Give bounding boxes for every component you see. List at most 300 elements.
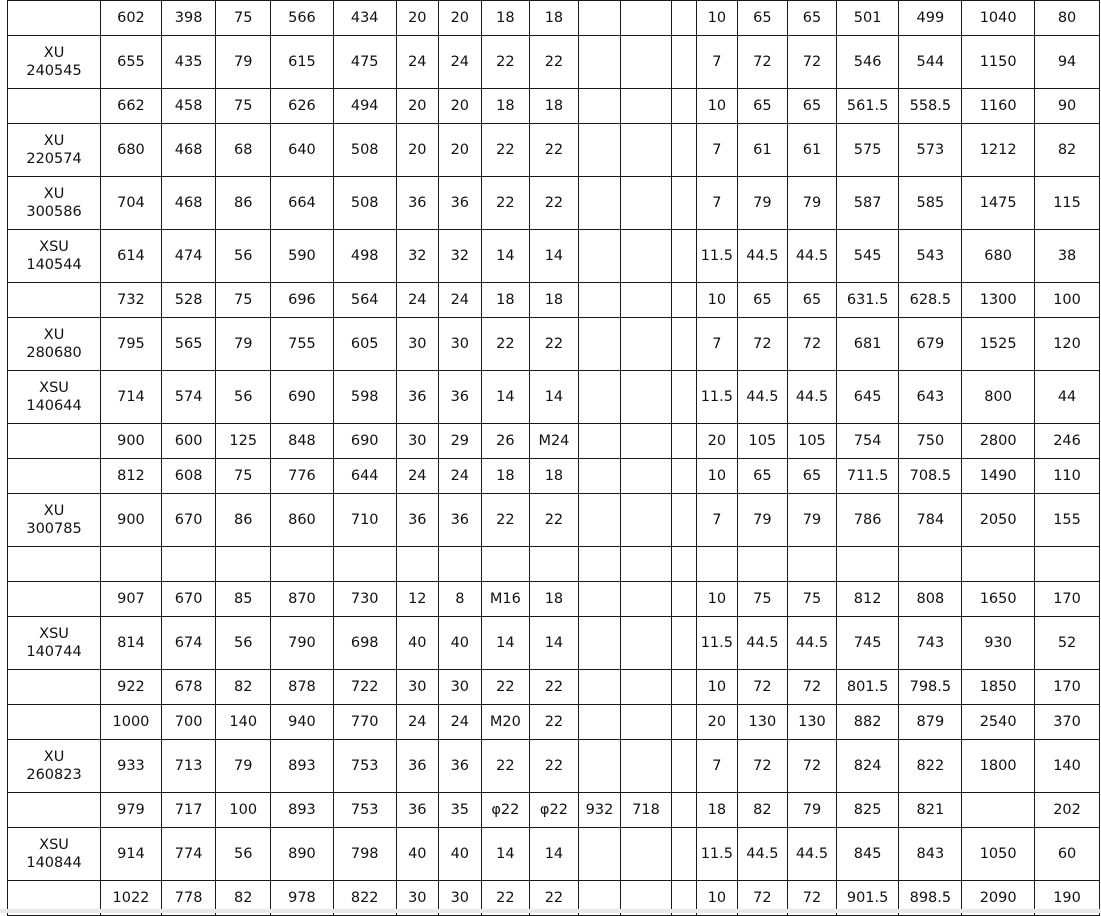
model-series: XU: [43, 45, 65, 61]
value-cell: 170: [1035, 670, 1100, 705]
model-number: 140844: [26, 855, 82, 871]
value-cell: 845: [836, 828, 899, 881]
model-cell: [8, 617, 101, 670]
value-cell: 68: [216, 124, 271, 177]
value-cell: 94: [1035, 36, 1100, 89]
value-cell: 40: [396, 828, 439, 881]
value-cell: 79: [788, 793, 837, 828]
value-cell: [899, 547, 962, 582]
value-cell: [396, 547, 439, 582]
model-series: XSU: [39, 380, 69, 396]
value-cell: [671, 424, 696, 459]
value-cell: 598: [333, 371, 396, 424]
value-cell: 75: [216, 89, 271, 124]
value-cell: 860: [271, 494, 334, 547]
value-cell: [621, 230, 672, 283]
value-cell: 18: [530, 582, 579, 617]
value-cell: [962, 793, 1035, 828]
value-cell: [578, 283, 621, 318]
model-cell: [8, 283, 101, 318]
value-cell: 40: [439, 828, 482, 881]
value-cell: 65: [788, 89, 837, 124]
value-cell: 12: [396, 582, 439, 617]
value-cell: 698: [333, 617, 396, 670]
value-cell: 1160: [962, 89, 1035, 124]
value-cell: 44.5: [737, 828, 788, 881]
value-cell: 822: [899, 740, 962, 793]
value-cell: 14: [481, 828, 530, 881]
value-cell: 30: [439, 318, 482, 371]
value-cell: 86: [216, 494, 271, 547]
value-cell: 626: [271, 89, 334, 124]
value-cell: 36: [439, 371, 482, 424]
value-cell: 2800: [962, 424, 1035, 459]
model-cell: [8, 547, 101, 582]
value-cell: 79: [737, 494, 788, 547]
value-cell: 22: [530, 881, 579, 916]
value-cell: 10: [697, 89, 737, 124]
value-cell: 90: [1035, 89, 1100, 124]
value-cell: 468: [161, 177, 216, 230]
value-cell: 879: [899, 705, 962, 740]
model-cell: [8, 582, 101, 617]
value-cell: [578, 740, 621, 793]
value-cell: 494: [333, 89, 396, 124]
value-cell: 10: [697, 881, 737, 916]
value-cell: 79: [216, 318, 271, 371]
value-cell: 730: [333, 582, 396, 617]
model-number: 140744: [26, 644, 82, 660]
value-cell: 10: [697, 283, 737, 318]
value-cell: 32: [396, 230, 439, 283]
value-cell: 7: [697, 124, 737, 177]
value-cell: 60: [1035, 828, 1100, 881]
value-cell: 1850: [962, 670, 1035, 705]
value-cell: [578, 494, 621, 547]
value-cell: M24: [530, 424, 579, 459]
value-cell: 1490: [962, 459, 1035, 494]
value-cell: 20: [396, 1, 439, 36]
value-cell: 717: [161, 793, 216, 828]
value-cell: [621, 283, 672, 318]
table-row: [8, 494, 1100, 547]
value-cell: [621, 89, 672, 124]
value-cell: 22: [530, 124, 579, 177]
value-cell: 80: [1035, 1, 1100, 36]
value-cell: [671, 89, 696, 124]
value-cell: 36: [396, 740, 439, 793]
value-cell: 901.5: [836, 881, 899, 916]
value-cell: 590: [271, 230, 334, 283]
table-row: [8, 424, 1100, 459]
table-row: [8, 828, 1100, 881]
value-cell: 24: [439, 705, 482, 740]
model-cell: [8, 177, 101, 230]
model-cell: [8, 318, 101, 371]
value-cell: 808: [899, 582, 962, 617]
model-number: 140544: [26, 257, 82, 273]
value-cell: 784: [899, 494, 962, 547]
value-cell: 40: [439, 617, 482, 670]
value-cell: 85: [216, 582, 271, 617]
value-cell: 36: [396, 371, 439, 424]
value-cell: 755: [271, 318, 334, 371]
value-cell: 930: [962, 617, 1035, 670]
value-cell: 22: [481, 124, 530, 177]
value-cell: 7: [697, 177, 737, 230]
value-cell: [621, 828, 672, 881]
value-cell: 22: [481, 670, 530, 705]
value-cell: 508: [333, 177, 396, 230]
value-cell: 24: [396, 705, 439, 740]
value-cell: 711.5: [836, 459, 899, 494]
value-cell: 110: [1035, 459, 1100, 494]
value-cell: [737, 547, 788, 582]
value-cell: 681: [836, 318, 899, 371]
value-cell: 1000: [101, 705, 162, 740]
value-cell: [621, 740, 672, 793]
value-cell: [578, 177, 621, 230]
value-cell: 130: [737, 705, 788, 740]
value-cell: 10: [697, 582, 737, 617]
value-cell: [962, 547, 1035, 582]
value-cell: M16: [481, 582, 530, 617]
value-cell: 56: [216, 828, 271, 881]
value-cell: [439, 547, 482, 582]
table-row: [8, 740, 1100, 793]
value-cell: 22: [481, 740, 530, 793]
value-cell: 10: [697, 670, 737, 705]
value-cell: 30: [396, 424, 439, 459]
value-cell: [671, 283, 696, 318]
value-cell: [578, 582, 621, 617]
table-row: [8, 705, 1100, 740]
value-cell: 680: [962, 230, 1035, 283]
value-cell: φ22: [481, 793, 530, 828]
value-cell: 732: [101, 283, 162, 318]
value-cell: 890: [271, 828, 334, 881]
value-cell: [333, 547, 396, 582]
value-cell: 44.5: [788, 371, 837, 424]
value-cell: [621, 124, 672, 177]
table-row: [8, 582, 1100, 617]
value-cell: [671, 740, 696, 793]
value-cell: [1035, 547, 1100, 582]
model-number: 300586: [26, 204, 82, 220]
value-cell: 56: [216, 371, 271, 424]
value-cell: 801.5: [836, 670, 899, 705]
value-cell: 79: [788, 177, 837, 230]
value-cell: 22: [530, 177, 579, 230]
value-cell: 631.5: [836, 283, 899, 318]
value-cell: 38: [1035, 230, 1100, 283]
value-cell: 18: [481, 89, 530, 124]
value-cell: 120: [1035, 318, 1100, 371]
value-cell: 561.5: [836, 89, 899, 124]
value-cell: 100: [1035, 283, 1100, 318]
value-cell: 72: [788, 881, 837, 916]
model-series: XU: [43, 327, 65, 343]
table-row: [8, 1, 1100, 36]
value-cell: 713: [161, 740, 216, 793]
table-row: [8, 89, 1100, 124]
value-cell: 44.5: [788, 230, 837, 283]
value-cell: 24: [396, 459, 439, 494]
model-number: 260823: [26, 767, 82, 783]
value-cell: [578, 36, 621, 89]
value-cell: 602: [101, 1, 162, 36]
value-cell: 22: [530, 494, 579, 547]
value-cell: 708.5: [899, 459, 962, 494]
value-cell: 20: [697, 705, 737, 740]
value-cell: 44.5: [737, 230, 788, 283]
value-cell: 14: [481, 371, 530, 424]
value-cell: 22: [530, 670, 579, 705]
value-cell: [697, 547, 737, 582]
value-cell: M20: [481, 705, 530, 740]
value-cell: 170: [1035, 582, 1100, 617]
table-row: [8, 36, 1100, 89]
value-cell: 32: [439, 230, 482, 283]
value-cell: 662: [101, 89, 162, 124]
value-cell: 72: [737, 881, 788, 916]
model-cell: [8, 424, 101, 459]
value-cell: 140: [216, 705, 271, 740]
value-cell: 1040: [962, 1, 1035, 36]
value-cell: 11.5: [697, 617, 737, 670]
value-cell: 1022: [101, 881, 162, 916]
model-cell: [8, 36, 101, 89]
value-cell: [161, 547, 216, 582]
value-cell: 72: [788, 740, 837, 793]
model-cell: [8, 740, 101, 793]
value-cell: 22: [530, 740, 579, 793]
value-cell: 893: [271, 793, 334, 828]
value-cell: 11.5: [697, 230, 737, 283]
value-cell: 544: [899, 36, 962, 89]
value-cell: 933: [101, 740, 162, 793]
value-cell: 52: [1035, 617, 1100, 670]
value-cell: 7: [697, 318, 737, 371]
model-cell: [8, 89, 101, 124]
value-cell: [671, 36, 696, 89]
value-cell: 18: [481, 283, 530, 318]
value-cell: 475: [333, 36, 396, 89]
value-cell: 65: [737, 283, 788, 318]
value-cell: [578, 828, 621, 881]
value-cell: 20: [697, 424, 737, 459]
value-cell: 22: [530, 36, 579, 89]
value-cell: 790: [271, 617, 334, 670]
value-cell: 44.5: [737, 371, 788, 424]
value-cell: 1212: [962, 124, 1035, 177]
value-cell: [671, 230, 696, 283]
value-cell: 575: [836, 124, 899, 177]
value-cell: [621, 459, 672, 494]
model-cell: [8, 828, 101, 881]
value-cell: 246: [1035, 424, 1100, 459]
value-cell: 640: [271, 124, 334, 177]
value-cell: 202: [1035, 793, 1100, 828]
model-series: XU: [43, 186, 65, 202]
value-cell: 2540: [962, 705, 1035, 740]
value-cell: 36: [396, 177, 439, 230]
value-cell: 11.5: [697, 828, 737, 881]
value-cell: 543: [899, 230, 962, 283]
value-cell: 22: [481, 177, 530, 230]
value-cell: 72: [788, 318, 837, 371]
value-cell: 564: [333, 283, 396, 318]
value-cell: [621, 371, 672, 424]
value-cell: 843: [899, 828, 962, 881]
value-cell: 558.5: [899, 89, 962, 124]
value-cell: 528: [161, 283, 216, 318]
value-cell: 82: [216, 670, 271, 705]
value-cell: 2090: [962, 881, 1035, 916]
value-cell: 565: [161, 318, 216, 371]
value-cell: 499: [899, 1, 962, 36]
value-cell: 40: [396, 617, 439, 670]
model-cell: [8, 371, 101, 424]
value-cell: 35: [439, 793, 482, 828]
value-cell: [671, 177, 696, 230]
value-cell: 22: [481, 494, 530, 547]
model-series: XSU: [39, 837, 69, 853]
value-cell: 36: [439, 740, 482, 793]
value-cell: [621, 617, 672, 670]
model-number: 240545: [26, 63, 82, 79]
value-cell: 979: [101, 793, 162, 828]
value-cell: [621, 36, 672, 89]
value-cell: [621, 705, 672, 740]
value-cell: 508: [333, 124, 396, 177]
value-cell: 690: [271, 371, 334, 424]
value-cell: [271, 547, 334, 582]
value-cell: 26: [481, 424, 530, 459]
value-cell: 18: [481, 459, 530, 494]
value-cell: 24: [396, 36, 439, 89]
value-cell: 14: [530, 371, 579, 424]
value-cell: [671, 670, 696, 705]
value-cell: 61: [737, 124, 788, 177]
value-cell: 115: [1035, 177, 1100, 230]
value-cell: 22: [481, 318, 530, 371]
value-cell: 882: [836, 705, 899, 740]
value-cell: [788, 547, 837, 582]
model-cell: [8, 705, 101, 740]
value-cell: 65: [788, 283, 837, 318]
value-cell: 72: [737, 670, 788, 705]
value-cell: 22: [481, 36, 530, 89]
model-series: XSU: [39, 239, 69, 255]
model-cell: [8, 1, 101, 36]
value-cell: 72: [788, 670, 837, 705]
value-cell: 79: [216, 740, 271, 793]
table-row: [8, 177, 1100, 230]
value-cell: 704: [101, 177, 162, 230]
value-cell: 79: [788, 494, 837, 547]
value-cell: 434: [333, 1, 396, 36]
value-cell: 722: [333, 670, 396, 705]
value-cell: 155: [1035, 494, 1100, 547]
value-cell: 24: [439, 36, 482, 89]
value-cell: [671, 318, 696, 371]
value-cell: 82: [1035, 124, 1100, 177]
table-body: [8, 1, 1100, 916]
value-cell: 900: [101, 494, 162, 547]
model-number: 300785: [26, 521, 82, 537]
model-number: 220574: [26, 151, 82, 167]
value-cell: 14: [481, 617, 530, 670]
value-cell: 36: [396, 793, 439, 828]
value-cell: [671, 494, 696, 547]
value-cell: 774: [161, 828, 216, 881]
value-cell: 605: [333, 318, 396, 371]
value-cell: 435: [161, 36, 216, 89]
value-cell: 1650: [962, 582, 1035, 617]
value-cell: 900: [101, 424, 162, 459]
model-number: 140644: [26, 398, 82, 414]
value-cell: 44: [1035, 371, 1100, 424]
value-cell: 608: [161, 459, 216, 494]
value-cell: 1300: [962, 283, 1035, 318]
value-cell: [481, 547, 530, 582]
value-cell: 30: [439, 881, 482, 916]
value-cell: 978: [271, 881, 334, 916]
value-cell: [578, 670, 621, 705]
value-cell: 932: [578, 793, 621, 828]
value-cell: 29: [439, 424, 482, 459]
value-cell: [671, 1, 696, 36]
value-cell: 655: [101, 36, 162, 89]
value-cell: 812: [836, 582, 899, 617]
value-cell: 822: [333, 881, 396, 916]
value-cell: 718: [621, 793, 672, 828]
model-series: XU: [43, 503, 65, 519]
value-cell: 696: [271, 283, 334, 318]
value-cell: [621, 494, 672, 547]
value-cell: [578, 459, 621, 494]
value-cell: 75: [216, 459, 271, 494]
value-cell: 44.5: [737, 617, 788, 670]
value-cell: 574: [161, 371, 216, 424]
value-cell: 190: [1035, 881, 1100, 916]
value-cell: 75: [737, 582, 788, 617]
value-cell: [578, 89, 621, 124]
value-cell: [530, 547, 579, 582]
value-cell: 628.5: [899, 283, 962, 318]
value-cell: 922: [101, 670, 162, 705]
value-cell: 644: [333, 459, 396, 494]
value-cell: 36: [396, 494, 439, 547]
value-cell: 44.5: [788, 828, 837, 881]
value-cell: 65: [737, 459, 788, 494]
value-cell: 600: [161, 424, 216, 459]
value-cell: 18: [530, 283, 579, 318]
value-cell: 878: [271, 670, 334, 705]
value-cell: 546: [836, 36, 899, 89]
value-cell: [671, 124, 696, 177]
bottom-edge: [0, 909, 1101, 913]
value-cell: 36: [439, 177, 482, 230]
value-cell: [836, 547, 899, 582]
value-cell: 750: [899, 424, 962, 459]
value-cell: 468: [161, 124, 216, 177]
value-cell: [621, 1, 672, 36]
value-cell: 82: [737, 793, 788, 828]
value-cell: 72: [788, 36, 837, 89]
value-cell: 1525: [962, 318, 1035, 371]
